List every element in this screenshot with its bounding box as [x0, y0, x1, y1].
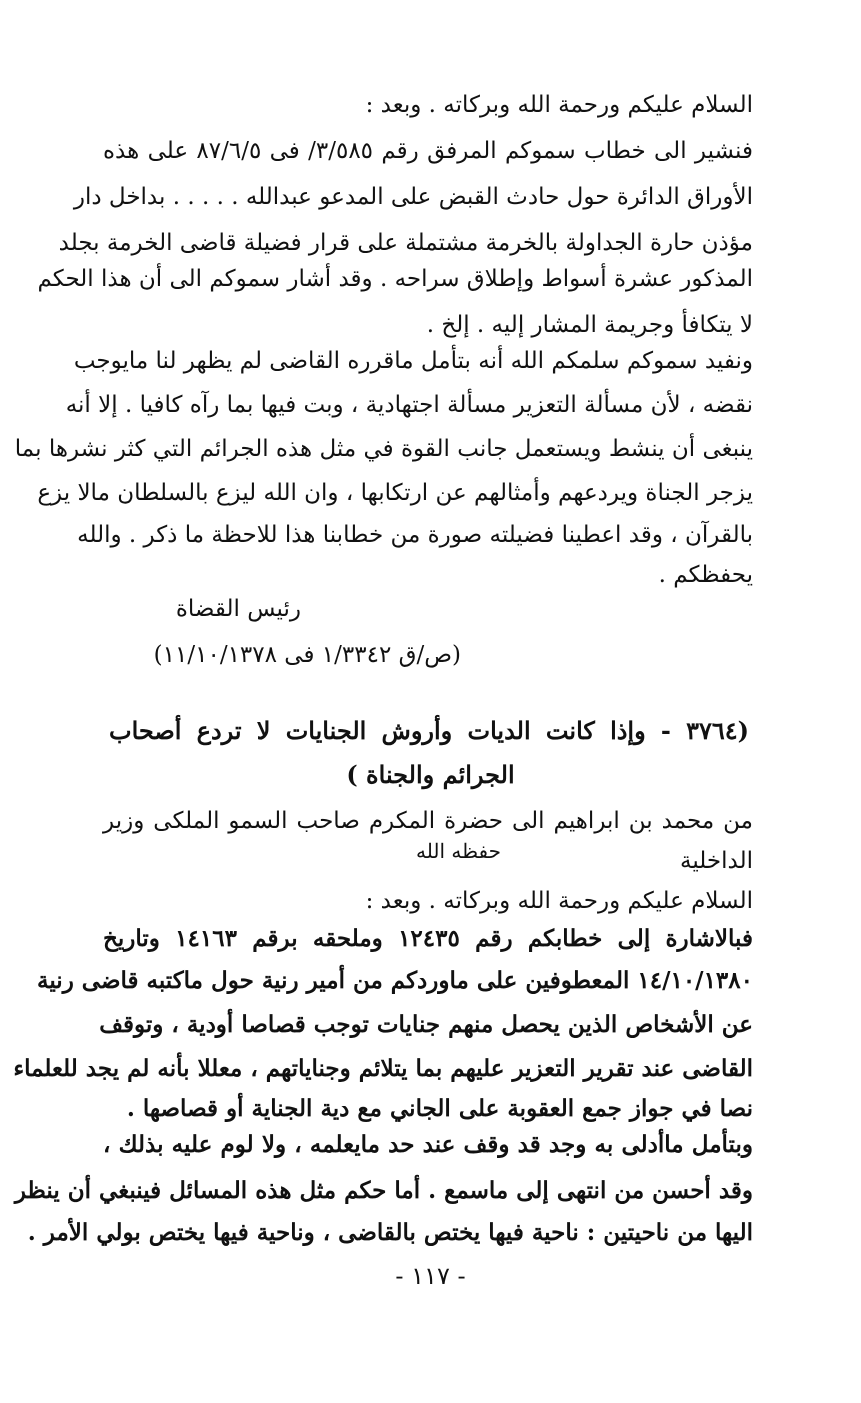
body-line: لا يتكافأ وجريمة المشار إليه . إلخ . [426, 312, 753, 338]
body-line: نقضه ، لأن مسألة التعزير مسألة اجتهادية ، وبت فيها بما رآه كافيا . إلا أنه [65, 392, 753, 418]
greeting-line: السلام عليكم ورحمة الله وبركاته . وبعد : [365, 92, 753, 118]
body-line: فنشير الى خطاب سموكم المرفق رقم ٣/٥٨٥/ فى ٨٧/٦/٥ على هذه [103, 138, 753, 164]
body-line: عن الأشخاص الذين يحصل منهم جنايات توجب قصاصا أودية ، وتوقف [99, 1011, 753, 1038]
body-line: وبتأمل ماأدلى به وجد قد وقف عند حد مايعلمه ، ولا لوم عليه بذلك ، [103, 1131, 753, 1158]
body-line: ١٤/١٠/١٣٨٠ المعطوفين على ماوردكم من أمير رنية حول ماكتبه قاضى رنية [37, 967, 753, 994]
section-heading-cont: الجرائم والجناة ) [346, 760, 515, 789]
honorific: حفظه الله [416, 839, 501, 863]
body-line: يحفظكم . [658, 562, 753, 588]
body-line: ينبغى أن ينشط ويستعمل جانب القوة في مثل هذه الجرائم التي كثر نشرها بما [14, 436, 753, 462]
body-line: ونفيد سموكم سلمكم الله أنه بتأمل ماقرره القاضى لم يظهر لنا مايوجب [73, 348, 753, 374]
section-heading: (٣٧٦٤ - وإذا كانت الديات وأروش الجنايات لا تردع أصحاب [109, 716, 749, 745]
body-line: نصا في جواز جمع العقوبة على الجاني مع دية الجناية أو قصاصها . [126, 1095, 753, 1122]
body-line: يزجر الجناة ويردعهم وأمثالهم عن ارتكابها ، وان الله ليزع بالسلطان مالا يزع [37, 480, 753, 506]
body-line: فبالاشارة إلى خطابكم رقم ١٢٤٣٥ وملحقه برقم ١٤١٦٣ وتاريخ [103, 925, 753, 952]
from-line: من محمد بن ابراهيم الى حضرة المكرم صاحب السمو الملكى وزير [103, 808, 753, 834]
reference-line: (ص/ق ١/٣٣٤٢ فى ١١/١٠/١٣٧٨) [153, 642, 461, 668]
body-line: وقد أحسن من انتهى إلى ماسمع . أما حكم مثل هذه المسائل فينبغي أن ينظر [14, 1177, 753, 1204]
body-line: الأوراق الدائرة حول حادث القبض على المدعو عبدالله . . . . . بداخل دار [73, 184, 753, 210]
body-line: المذكور عشرة أسواط وإطلاق سراحه . وقد أشار سموكم الى أن هذا الحكم [37, 266, 753, 292]
body-line: مؤذن حارة الجداولة بالخرمة مشتملة على قرار فضيلة قاضى الخرمة بجلد [58, 230, 753, 256]
page-number: - ١١٧ - [395, 1262, 466, 1290]
body-line: القاضى عند تقرير التعزير عليهم بما يتلائم وجناياتهم ، معللا بأنه لم يجد للعلماء [13, 1055, 753, 1082]
signature-title: رئيس القضاة [175, 596, 301, 622]
body-line: بالقرآن ، وقد اعطينا فضيلته صورة من خطابنا هذا للاحظة ما ذكر . والله [77, 522, 753, 548]
greeting-line: السلام عليكم ورحمة الله وبركاته . وبعد : [365, 888, 753, 914]
from-line-cont: الداخلية [680, 848, 753, 874]
body-line: اليها من ناحيتين : ناحية فيها يختص بالقاضى ، وناحية فيها يختص بولي الأمر . [27, 1219, 753, 1246]
